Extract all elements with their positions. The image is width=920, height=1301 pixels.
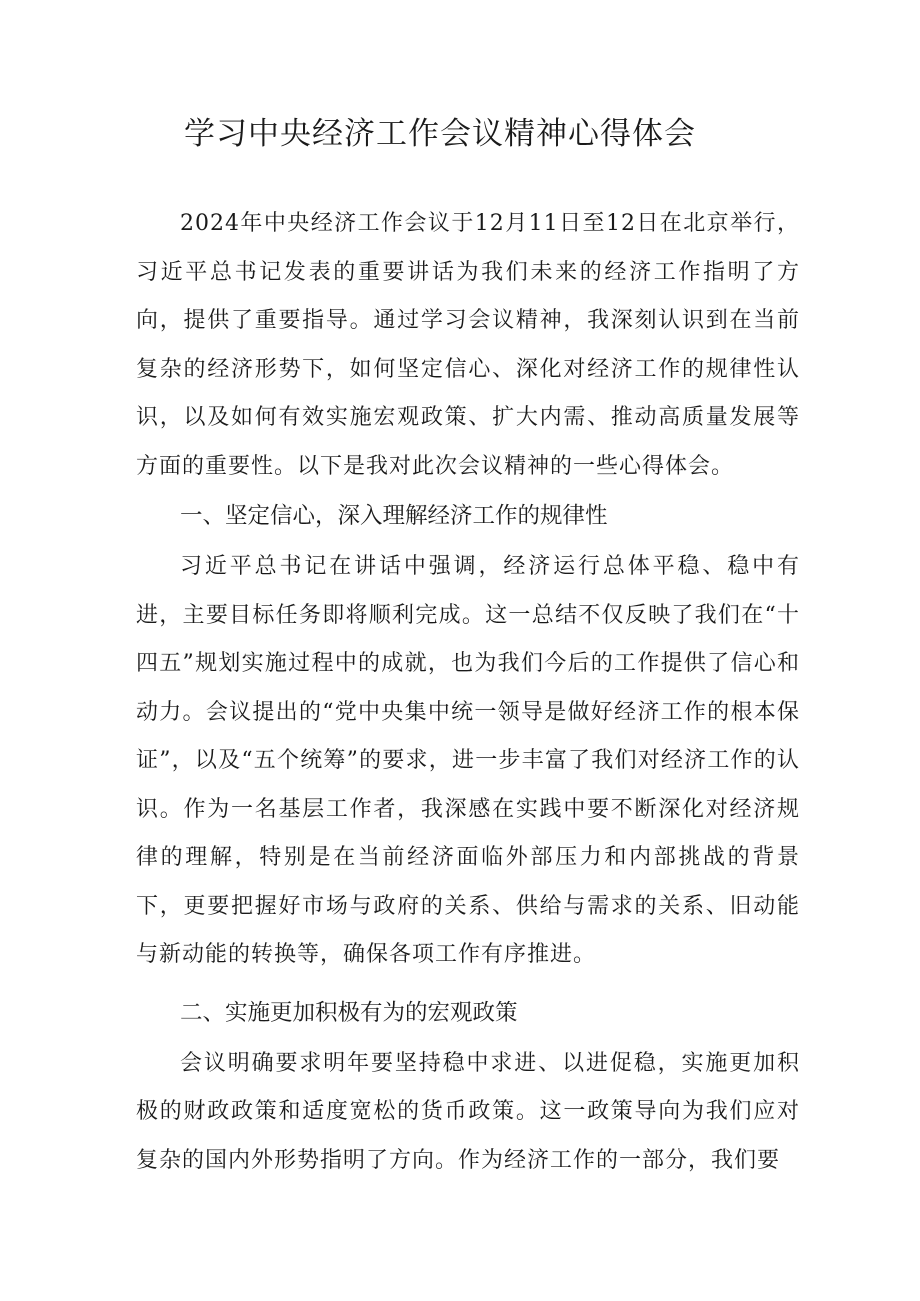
document-body	[136, 200, 800, 1185]
document-title: 学习中央经济工作会议精神心得体会	[184, 116, 696, 152]
intro-paragraph: 2024年中央经济工作会议于12月11日至12日在北京举行，习近平总书记发表的重要讲话为我们未来的经济工作指明了方向，提供了重要指导。通过学习会议精神，我深刻认识到在当前复杂的经济形势下，如何坚定信心、深化对经济工作的规律性认识，以及如何有效实施宏观政策、扩大内需、推动高质量发展等方面的重要性。以下是我对此次会议精神的一些心得体会。	[136, 211, 800, 479]
section-1-paragraph: 习近平总书记在讲话中强调，经济运行总体平稳、稳中有进，主要目标任务即将顺利完成。这一总结不仅反映了我们在“十四五”规划实施过程中的成就，也为我们今后的工作提供了信心和动力。会议提出的“党中央集中统一领导是做好经济工作的根本保证”，以及“五个统筹”的要求，进一步丰富了我们对经济工作的认识。作为一名基层工作者，我深感在实践中要不断深化对经济规律的理解，特别是在当前经济面临外部压力和内部挑战的背景下，更要把握好市场与政府的关系、供给与需求的关系、旧动能与新动能的转换等，确保各项工作有序推进。	[136, 554, 800, 967]
section-2-paragraph: 会议明确要求明年要坚持稳中求进、以进促稳，实施更加积极的财政政策和适度宽松的货币政策。这一政策导向为我们应对复杂的国内外形势指明了方向。作为经济工作的一部分，我们要	[136, 1050, 800, 1173]
section-1-heading: 一、坚定信心，深入理解经济工作的规律性	[180, 503, 608, 529]
section-2-heading: 二、实施更加积极有为的宏观政策	[180, 999, 518, 1026]
